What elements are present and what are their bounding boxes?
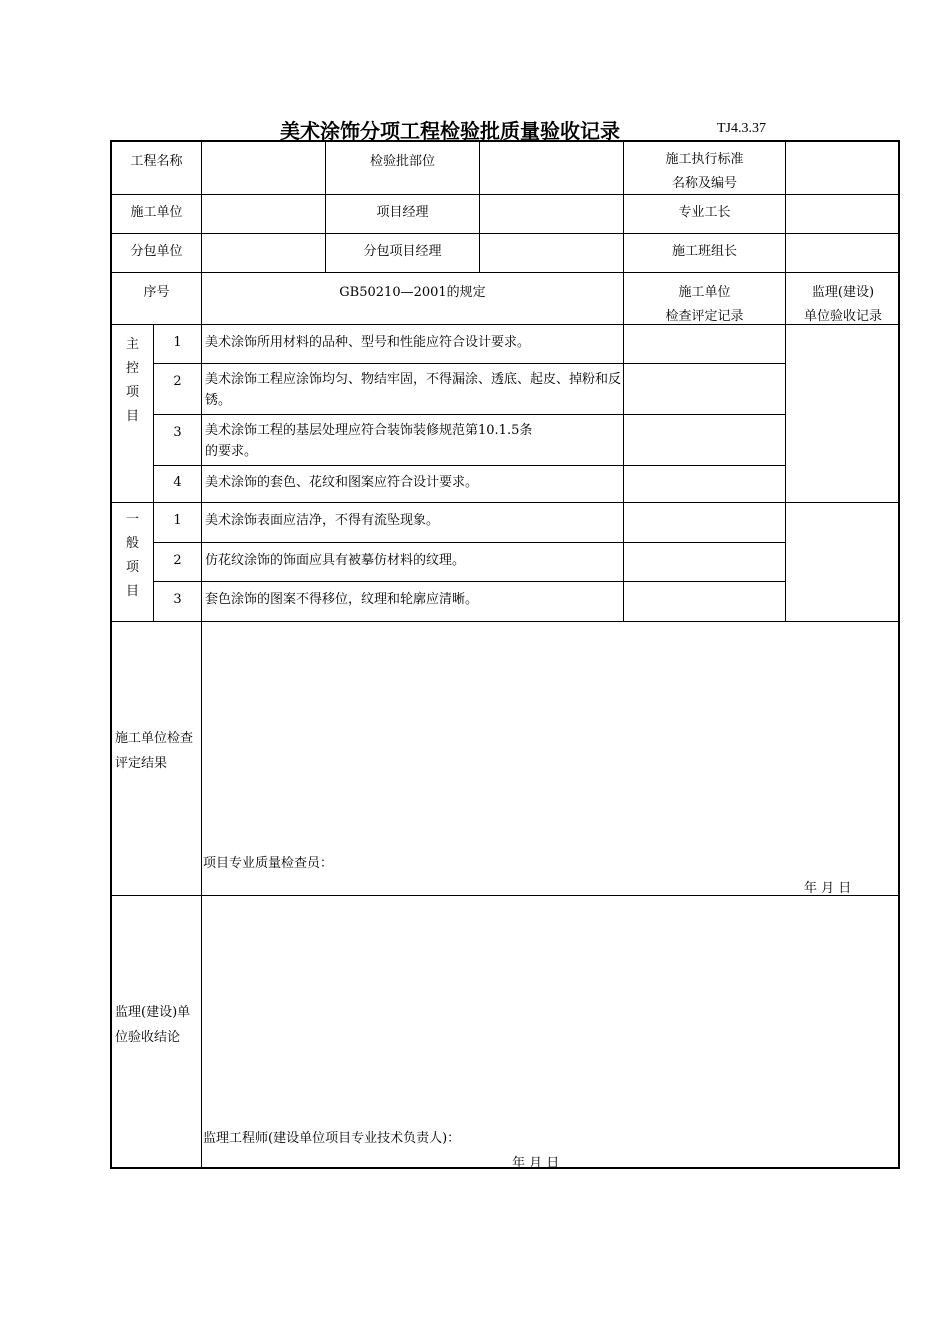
inspection-form <box>110 140 900 1169</box>
supervisor-record-header-line1: 监理(建设) <box>811 285 875 300</box>
standard-field[interactable] <box>785 142 900 194</box>
supervisor-record-header <box>785 272 900 324</box>
contractor-field[interactable] <box>201 194 325 233</box>
main-item-4-record[interactable] <box>623 465 785 502</box>
contractor-result-label: 施工单位检查评定结果 <box>112 621 201 895</box>
main-item-3-text: 美术涂饰工程的基层处理应符合装饰装修规范第10.1.5条的要求。 <box>201 414 623 465</box>
main-item-3-record[interactable] <box>623 414 785 465</box>
subcontractor-label: 分包单位 <box>112 233 201 272</box>
sub-manager-field[interactable] <box>479 233 623 272</box>
main-item-4-text: 美术涂饰的套色、花纹和图案应符合设计要求。 <box>201 465 623 502</box>
contractor-record-header-line1: 施工单位 <box>678 285 731 300</box>
general-items-supervisor-record[interactable] <box>785 502 900 621</box>
sub-manager-label: 分包项目经理 <box>325 233 479 272</box>
general-item-3-text: 套色涂饰的图案不得移位，纹理和轮廓应清晰。 <box>201 581 623 621</box>
main-item-2-record[interactable] <box>623 363 785 414</box>
supervisor-result-date: 年 月 日 <box>512 1156 560 1171</box>
contractor-record-header-line2: 检查评定记录 <box>665 309 744 324</box>
project-name-field[interactable] <box>201 142 325 194</box>
main-item-2-text: 美术涂饰工程应涂饰均匀、物结牢固，不得漏涂、透底、起皮、掉粉和反锈。 <box>201 363 623 414</box>
main-item-2-no: 2 <box>153 363 201 414</box>
general-items-label: 一 般 项 目 <box>112 502 153 621</box>
general-item-1-record[interactable] <box>623 502 785 542</box>
subcontractor-field[interactable] <box>201 233 325 272</box>
general-item-2-no: 2 <box>153 542 201 581</box>
main-item-1-text: 美术涂饰所用材料的品种、型号和性能应符合设计要求。 <box>201 324 623 363</box>
general-item-2-record[interactable] <box>623 542 785 581</box>
quality-inspector-signature: 项目专业质量检查员： <box>203 856 334 871</box>
project-manager-label: 项目经理 <box>325 194 479 233</box>
page-title: 美术涂饰分项工程检验批质量验收记录 <box>280 119 620 143</box>
foreman-label: 专业工长 <box>623 194 785 233</box>
supervisor-record-header-line2: 单位验收记录 <box>803 309 882 324</box>
supervisor-result-label: 监理(建设)单位验收结论 <box>112 895 201 1169</box>
main-items-supervisor-record[interactable] <box>785 324 900 502</box>
general-item-3-no: 3 <box>153 581 201 621</box>
team-leader-field[interactable] <box>785 233 900 272</box>
general-item-3-record[interactable] <box>623 581 785 621</box>
main-item-4-no: 4 <box>153 465 201 502</box>
contractor-record-header <box>623 272 785 324</box>
inspection-lot-field[interactable] <box>479 142 623 194</box>
main-item-3-no: 3 <box>153 414 201 465</box>
spec-header: GB50210—2001的规定 <box>201 272 623 324</box>
contractor-label: 施工单位 <box>112 194 201 233</box>
foreman-field[interactable] <box>785 194 900 233</box>
project-name-label: 工程名称 <box>130 154 183 169</box>
general-item-1-no: 1 <box>153 502 201 542</box>
main-item-1-record[interactable] <box>623 324 785 363</box>
standard-label-line2: 名称及编号 <box>671 176 737 191</box>
inspection-lot-label: 检验批部位 <box>325 142 479 194</box>
main-items-label: 主 控 项 目 <box>112 324 153 502</box>
general-item-1-text: 美术涂饰表面应洁净，不得有流坠现象。 <box>201 502 623 542</box>
team-leader-label: 施工班组长 <box>623 233 785 272</box>
form-code: TJ4.3.37 <box>717 121 766 136</box>
project-manager-field[interactable] <box>479 194 623 233</box>
seq-header: 序号 <box>112 272 201 324</box>
standard-label <box>623 142 785 194</box>
standard-label-line1: 施工执行标准 <box>665 152 744 167</box>
main-item-1-no: 1 <box>153 324 201 363</box>
contractor-result-date: 年 月 日 <box>804 881 852 896</box>
supervising-engineer-signature: 监理工程师(建设单位项目专业技术负责人)： <box>203 1131 461 1146</box>
general-item-2-text: 仿花纹涂饰的饰面应具有被摹仿材料的纹理。 <box>201 542 623 581</box>
